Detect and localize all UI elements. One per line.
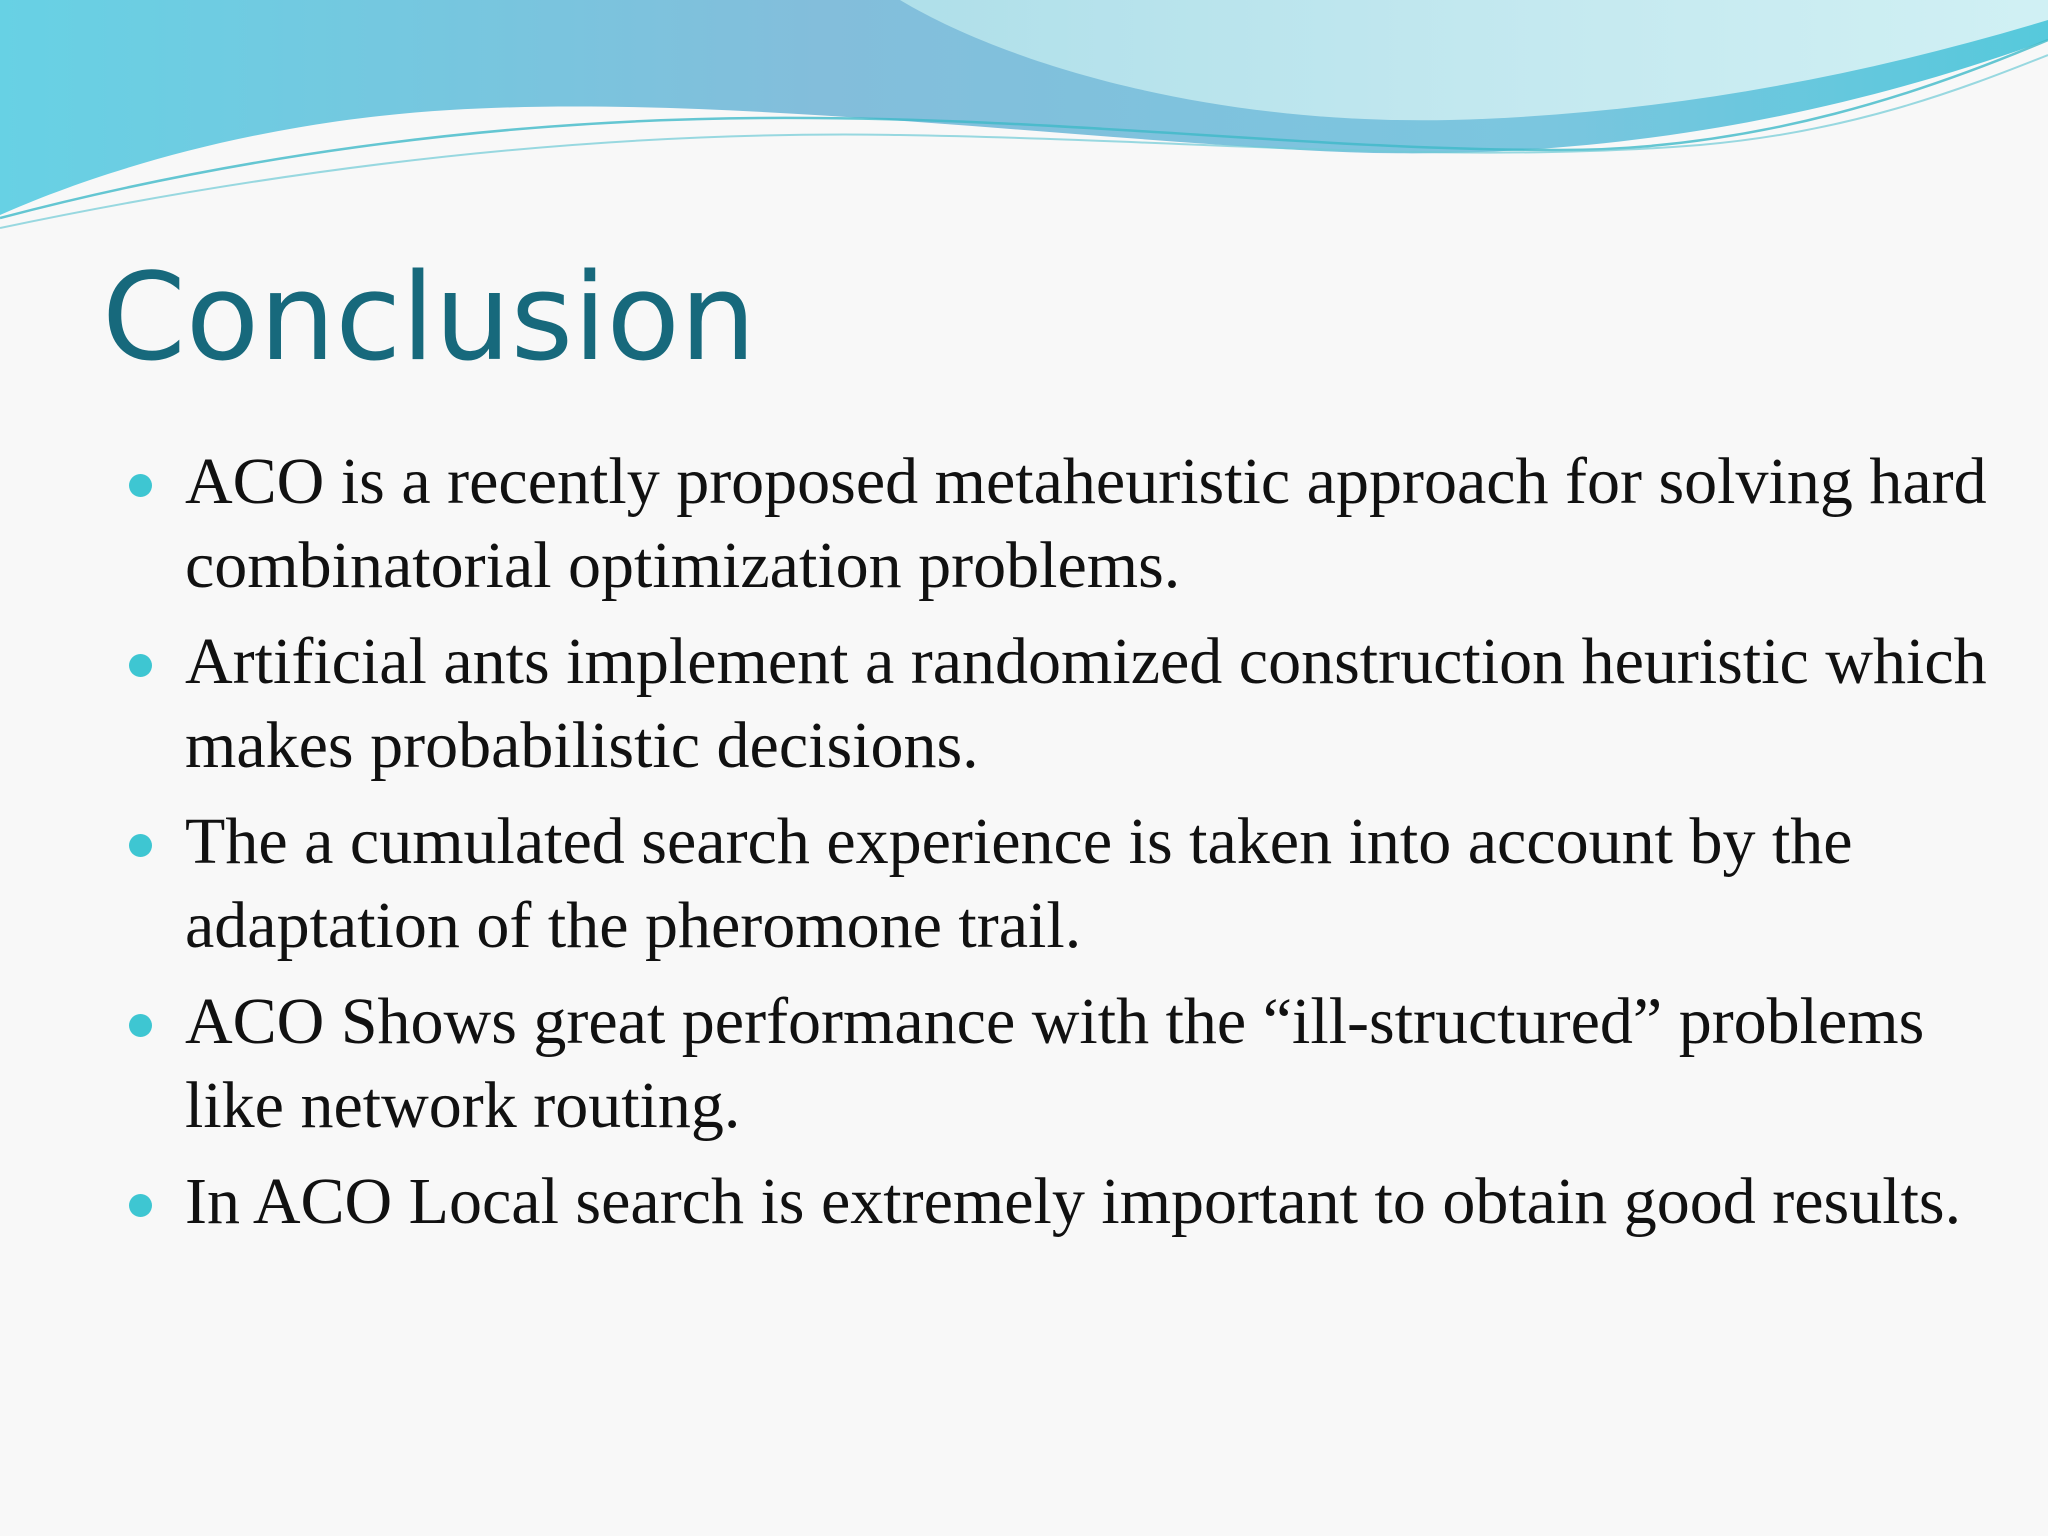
bullet-text: ACO Shows great performance with the “ill-structured” problems like network routing. xyxy=(185,985,1925,1142)
bullet-item xyxy=(125,620,2005,788)
bullet-dot-icon xyxy=(129,1194,152,1217)
bullet-text: In ACO Local search is extremely important to obtain good results. xyxy=(185,1165,1962,1238)
bullet-list xyxy=(125,440,2005,1256)
decorative-wave-header xyxy=(0,0,2048,240)
bullet-text: ACO is a recently proposed metaheuristic approach for solving hard combinatorial optimization problems. xyxy=(185,445,1987,602)
bullet-text: Artificial ants implement a randomized construction heuristic which makes probabilistic decisions. xyxy=(185,625,1987,782)
bullet-dot-icon xyxy=(129,1014,152,1037)
bullet-item xyxy=(125,980,2005,1148)
bullet-item xyxy=(125,1160,2005,1244)
bullet-item xyxy=(125,800,2005,968)
bullet-text: The a cumulated search experience is taken into account by the adaptation of the pheromone trail. xyxy=(185,805,1853,962)
bullet-dot-icon xyxy=(129,654,152,677)
slide-title: Conclusion xyxy=(102,249,756,388)
bullet-dot-icon xyxy=(129,474,152,497)
bullet-item xyxy=(125,440,2005,608)
bullet-dot-icon xyxy=(129,834,152,857)
